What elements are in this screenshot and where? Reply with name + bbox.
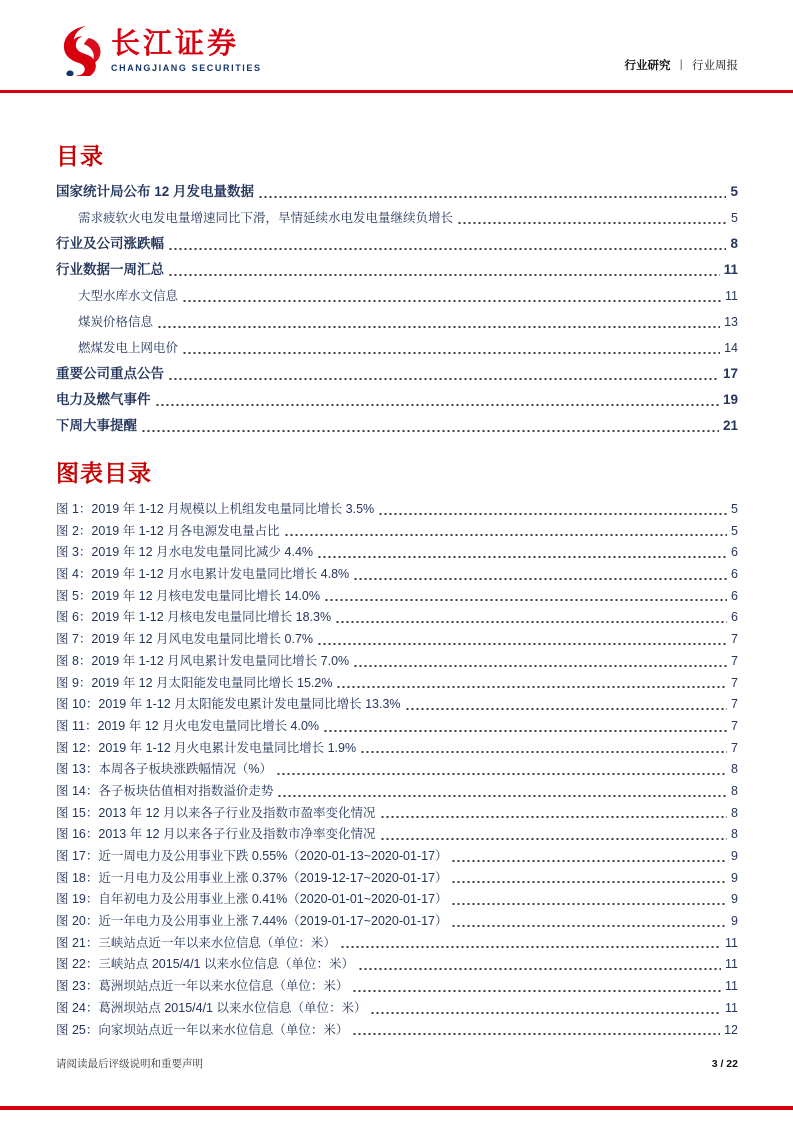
leader-dots xyxy=(352,1033,720,1035)
toc-entry-label: 下周大事提醒 xyxy=(56,418,137,433)
figure-entry-page: 8 xyxy=(731,805,738,820)
figure-entry[interactable] xyxy=(56,911,738,933)
header-divider: 丨 xyxy=(675,60,687,72)
figure-entry[interactable] xyxy=(56,521,738,543)
figure-toc-list xyxy=(56,499,738,1041)
toc-entry-label: 需求疲软火电发电量增速同比下滑，旱情延续水电发电量继续负增长 xyxy=(78,211,454,225)
leader-dots xyxy=(360,751,727,753)
page-content xyxy=(56,0,738,1122)
figure-entry[interactable] xyxy=(56,542,738,564)
figure-entry[interactable] xyxy=(56,586,738,608)
figure-entry-page: 11 xyxy=(725,1000,738,1015)
leader-dots xyxy=(323,730,727,732)
figure-entry[interactable] xyxy=(56,868,738,890)
toc-entry-page: 5 xyxy=(730,184,738,199)
leader-dots xyxy=(157,326,720,328)
figure-entry[interactable] xyxy=(56,954,738,976)
toc-entry-label: 国家统计局公布 12 月发电量数据 xyxy=(56,184,255,199)
figure-entry-page: 9 xyxy=(731,914,738,929)
leader-dots xyxy=(380,838,728,840)
figure-entry-page: 6 xyxy=(731,610,738,625)
toc-entry-label: 行业数据一周汇总 xyxy=(56,262,164,277)
leader-dots xyxy=(182,352,720,354)
toc-entry-page: 14 xyxy=(724,341,738,355)
toc-entry-label: 重要公司重点公告 xyxy=(56,366,164,381)
leader-dots xyxy=(277,795,727,797)
toc-entry[interactable] xyxy=(56,205,738,231)
figure-entry-label: 图 17：近一周电力及公用事业下跌 0.55%（2020-01-13~2020-01-17） xyxy=(56,849,448,863)
toc-entry-page: 8 xyxy=(730,236,738,251)
toc-entry-page: 5 xyxy=(731,211,738,225)
toc-entry-page: 21 xyxy=(722,418,738,433)
leader-dots xyxy=(155,404,719,406)
figure-entry-page: 7 xyxy=(731,718,738,733)
toc-entry[interactable] xyxy=(56,335,738,361)
toc-entry[interactable] xyxy=(56,231,738,257)
leader-dots xyxy=(451,881,727,883)
leader-dots xyxy=(317,556,727,558)
footer-rule xyxy=(0,1106,793,1110)
figure-entry-page: 7 xyxy=(731,632,738,647)
figure-entry[interactable] xyxy=(56,673,738,695)
figure-entry-page: 6 xyxy=(731,567,738,582)
figure-toc-title: 图表目录 xyxy=(56,460,152,486)
figure-entry-page: 5 xyxy=(731,523,738,538)
figure-entry-page: 7 xyxy=(731,653,738,668)
figure-entry[interactable] xyxy=(56,781,738,803)
figure-entry-page: 8 xyxy=(731,762,738,777)
figure-entry-label: 图 8：2019 年 1-12 月风电累计发电量同比增长 7.0% xyxy=(56,653,350,668)
toc-entry-page: 11 xyxy=(723,262,738,277)
toc-entry[interactable] xyxy=(56,257,738,283)
figure-entry-label: 图 25：向家坝站点近一年以来水位信息（单位：米） xyxy=(56,1022,349,1037)
leader-dots xyxy=(324,599,727,601)
toc-entry[interactable] xyxy=(56,309,738,335)
leader-dots xyxy=(182,300,721,302)
figure-entry-label: 图 23：葛洲坝站点近一年以来水位信息（单位：米） xyxy=(56,979,349,994)
figure-entry-page: 11 xyxy=(725,935,738,950)
toc-entry-page: 11 xyxy=(725,289,738,303)
figure-entry-page: 7 xyxy=(731,675,738,690)
toc-entry-label: 燃煤发电上网电价 xyxy=(78,341,179,355)
figure-entry-label: 图 16：2013 年 12 月以来各子行业及指数市净率变化情况 xyxy=(56,827,376,842)
figure-entry[interactable] xyxy=(56,998,738,1020)
report-subtype-label: 行业周报 xyxy=(692,60,738,72)
figure-entry-page: 7 xyxy=(731,740,738,755)
figure-entry-label: 图 14：各子板块估值相对指数溢价走势 xyxy=(56,783,274,798)
figure-entry-label: 图 21：三峡站点近一年以来水位信息（单位：米） xyxy=(56,935,336,950)
leader-dots xyxy=(352,990,721,992)
figure-entry[interactable] xyxy=(56,607,738,629)
brand-name-cn: 长江证券 xyxy=(111,28,240,61)
toc-entry-label: 煤炭价格信息 xyxy=(78,315,154,329)
figure-entry-label: 图 13：本周各子板块涨跌幅情况（%） xyxy=(56,762,272,777)
figure-entry[interactable] xyxy=(56,651,738,673)
figure-entry-label: 图 12：2019 年 1-12 月火电累计发电量同比增长 1.9% xyxy=(56,740,357,755)
figure-entry-label: 图 3：2019 年 12 月水电发电量同比减少 4.4% xyxy=(56,545,314,560)
figure-entry-label: 图 5：2019 年 12 月核电发电量同比增长 14.0% xyxy=(56,588,320,603)
toc-title: 目录 xyxy=(56,143,104,169)
toc-entry-label: 行业及公司涨跌幅 xyxy=(56,236,164,251)
leader-dots xyxy=(353,578,727,580)
toc-entry[interactable] xyxy=(56,413,738,439)
figure-entry[interactable] xyxy=(56,716,738,738)
figure-entry-page: 11 xyxy=(725,957,738,972)
leader-dots xyxy=(457,222,727,224)
figure-entry[interactable] xyxy=(56,738,738,760)
figure-entry-page: 6 xyxy=(731,545,738,560)
toc-entry[interactable] xyxy=(56,387,738,413)
figure-entry[interactable] xyxy=(56,759,738,781)
figure-entry-label: 图 9：2019 年 12 月太阳能发电量同比增长 15.2% xyxy=(56,675,333,690)
leader-dots xyxy=(168,274,720,276)
figure-entry-label: 图 19：自年初电力及公用事业上涨 0.41%（2020-01-01~2020-01-17） xyxy=(56,892,448,907)
leader-dots xyxy=(451,903,727,905)
page-footer xyxy=(56,1056,738,1071)
figure-entry-label: 图 20：近一年电力及公用事业上涨 7.44%（2019-01-17~2020-01-17） xyxy=(56,914,448,929)
figure-entry-label: 图 24：葛洲坝站点 2015/4/1 以来水位信息（单位：米） xyxy=(56,1000,367,1015)
figure-entry-page: 12 xyxy=(724,1022,738,1037)
figure-entry-page: 8 xyxy=(731,827,738,842)
figure-entry[interactable] xyxy=(56,564,738,586)
leader-dots xyxy=(141,430,719,432)
figure-entry[interactable] xyxy=(56,629,738,651)
leader-dots xyxy=(380,816,728,818)
figure-entry-label: 图 4：2019 年 1-12 月水电累计发电量同比增长 4.8% xyxy=(56,567,350,582)
toc-entry-page: 13 xyxy=(724,315,738,329)
figure-entry-page: 6 xyxy=(731,588,738,603)
leader-dots xyxy=(276,773,727,775)
leader-dots xyxy=(340,946,721,948)
toc-entry-page: 17 xyxy=(722,366,738,381)
figure-entry[interactable] xyxy=(56,933,738,955)
leader-dots xyxy=(378,513,727,515)
figure-entry-label: 图 11：2019 年 12 月火电发电量同比增长 4.0% xyxy=(56,718,320,733)
figure-entry[interactable] xyxy=(56,1020,738,1042)
figure-entry[interactable] xyxy=(56,694,738,716)
figure-entry-page: 9 xyxy=(731,870,738,885)
figure-entry[interactable] xyxy=(56,889,738,911)
brand-name-en: CHANGJIANG SECURITIES xyxy=(111,62,262,73)
toc-entry-label: 电力及燃气事件 xyxy=(56,392,151,407)
leader-dots xyxy=(284,534,727,536)
figure-entry-page: 5 xyxy=(731,502,738,516)
figure-entry[interactable] xyxy=(56,976,738,998)
toc-entry[interactable] xyxy=(56,361,738,387)
report-type-label: 行业研究 xyxy=(624,60,671,72)
figure-entry-label: 图 2：2019 年 1-12 月各电源发电量占比 xyxy=(56,523,280,538)
figure-entry-label: 图 18：近一月电力及公用事业上涨 0.37%（2019-12-17~2020-01-17） xyxy=(56,870,448,885)
figure-entry[interactable] xyxy=(56,499,738,521)
figure-entry[interactable] xyxy=(56,803,738,825)
figure-entry-label: 图 6：2019 年 1-12 月核电发电量同比增长 18.3% xyxy=(56,610,332,625)
figure-entry-label: 图 15：2013 年 12 月以来各子行业及指数市盈率变化情况 xyxy=(56,805,376,820)
figure-entry-page: 9 xyxy=(731,849,738,863)
leader-dots xyxy=(335,621,727,623)
leader-dots xyxy=(370,1012,721,1014)
figure-entry[interactable] xyxy=(56,846,738,868)
figure-entry-label: 图 22：三峡站点 2015/4/1 以来水位信息（单位：米） xyxy=(56,957,354,972)
leader-dots xyxy=(336,686,727,688)
leader-dots xyxy=(358,968,721,970)
leader-dots xyxy=(451,925,727,927)
figure-entry-page: 8 xyxy=(731,783,738,798)
figure-entry-label: 图 7：2019 年 12 月风电发电量同比增长 0.7% xyxy=(56,632,314,647)
leader-dots xyxy=(353,665,727,667)
figure-entry-label: 图 1：2019 年 1-12 月规模以上机组发电量同比增长 3.5% xyxy=(56,502,375,516)
leader-dots xyxy=(258,196,726,198)
toc-entry-page: 19 xyxy=(722,392,738,407)
figure-entry[interactable] xyxy=(56,824,738,846)
figure-entry-label: 图 10：2019 年 1-12 月太阳能发电累计发电量同比增长 13.3% xyxy=(56,697,401,712)
toc-entry[interactable] xyxy=(56,179,738,205)
toc-entry[interactable] xyxy=(56,283,738,309)
toc-list xyxy=(56,179,738,439)
leader-dots xyxy=(405,708,728,710)
leader-dots xyxy=(451,860,727,862)
figure-entry-page: 9 xyxy=(731,892,738,907)
footer-disclaimer: 请阅读最后评级说明和重要声明 xyxy=(56,1058,203,1070)
page-number: 3 / 22 xyxy=(711,1057,738,1070)
toc-entry-label: 大型水库水文信息 xyxy=(78,289,179,303)
figure-entry-page: 7 xyxy=(731,697,738,712)
leader-dots xyxy=(168,248,726,250)
figure-entry-page: 11 xyxy=(725,979,738,994)
leader-dots xyxy=(317,643,727,645)
leader-dots xyxy=(168,378,719,380)
